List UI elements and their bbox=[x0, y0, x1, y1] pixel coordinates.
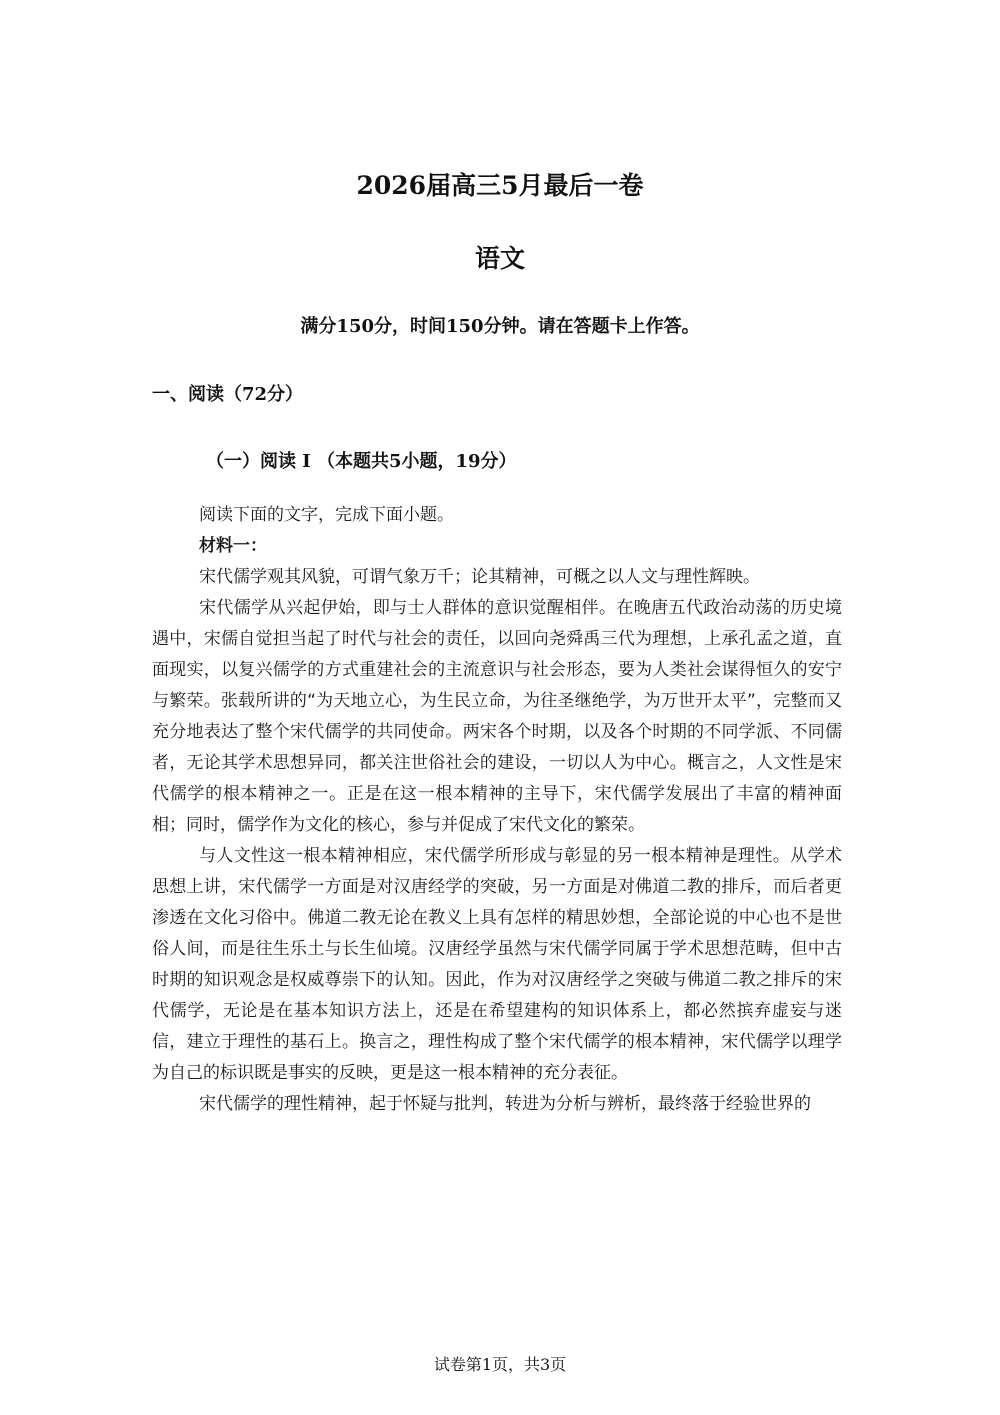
passage-paragraph-4: 宋代儒学的理性精神，起于怀疑与批判，转进为分析与辨析，最终落于经验世界的 bbox=[199, 1094, 811, 1114]
section-heading: 一、阅读（72分） bbox=[152, 384, 304, 405]
subject-title: 语文 bbox=[474, 244, 525, 273]
reading-passage bbox=[152, 500, 842, 1120]
passage-paragraph-1: 宋代儒学观其风貌，可谓气象万千；论其精神，可概之以人文与理性辉映。 bbox=[199, 567, 760, 587]
material-label: 材料一： bbox=[199, 536, 267, 556]
exam-title: 2026届高三5月最后一卷 bbox=[356, 171, 644, 200]
page-footer: 试卷第1页，共3页 bbox=[433, 1355, 567, 1374]
reading-instruction: 阅读下面的文字，完成下面小题。 bbox=[199, 505, 454, 525]
passage-paragraph-3: 与人文性这一根本精神相应，宋代儒学所形成与彰显的另一根本精神是理性。从学术思想上讲，宋代儒学一方面是对汉唐经学的突破，另一方面是对佛道二教的排斥，而后者更渗透在文化习俗中。佛道二教无论在教义上具有怎样的精思妙想，全部论说的中心也不是世俗人间，而是往生乐土与长生仙境。汉唐经学虽然与宋代儒学同属于学术思想范畴，但中古时期的知识观念是权威尊崇下的认知。因此，作为对汉唐经学之突破与佛道二教之排斥的宋代儒学，无论是在基本知识方法上，还是在希望建构的知识体系上，都必然摈弃虚妄与迷信，建立于理性的基石上。换言之，理性构成了整个宋代儒学的根本精神，宋代儒学以理学为自己的标识既是事实的反映，更是这一根本精神的充分表征。 bbox=[152, 846, 842, 1083]
subsection-heading: （一）阅读 I （本题共5小题，19分） bbox=[206, 451, 517, 472]
exam-instructions: 满分150分，时间150分钟。请在答题卡上作答。 bbox=[300, 316, 700, 337]
passage-paragraph-2: 宋代儒学从兴起伊始，即与士人群体的意识觉醒相伴。在晚唐五代政治动荡的历史境遇中，宋儒自觉担当起了时代与社会的责任，以回向尧舜禹三代为理想，上承孔孟之道，直面现实，以复兴儒学的方式重建社会的主流意识与社会形态，要为人类社会谋得恒久的安宁与繁荣。张载所讲的“为天地立心，为生民立命，为往圣继绝学，为万世开太平”，完整而又充分地表达了整个宋代儒学的共同使命。两宋各个时期，以及各个时期的不同学派、不同儒者，无论其学术思想异同，都关注世俗社会的建设，一切以人为中心。概言之，人文性是宋代儒学的根本精神之一。正是在这一根本精神的主导下，宋代儒学发展出了丰富的精神面相；同时，儒学作为文化的核心，参与并促成了宋代文化的繁荣。 bbox=[152, 598, 842, 835]
